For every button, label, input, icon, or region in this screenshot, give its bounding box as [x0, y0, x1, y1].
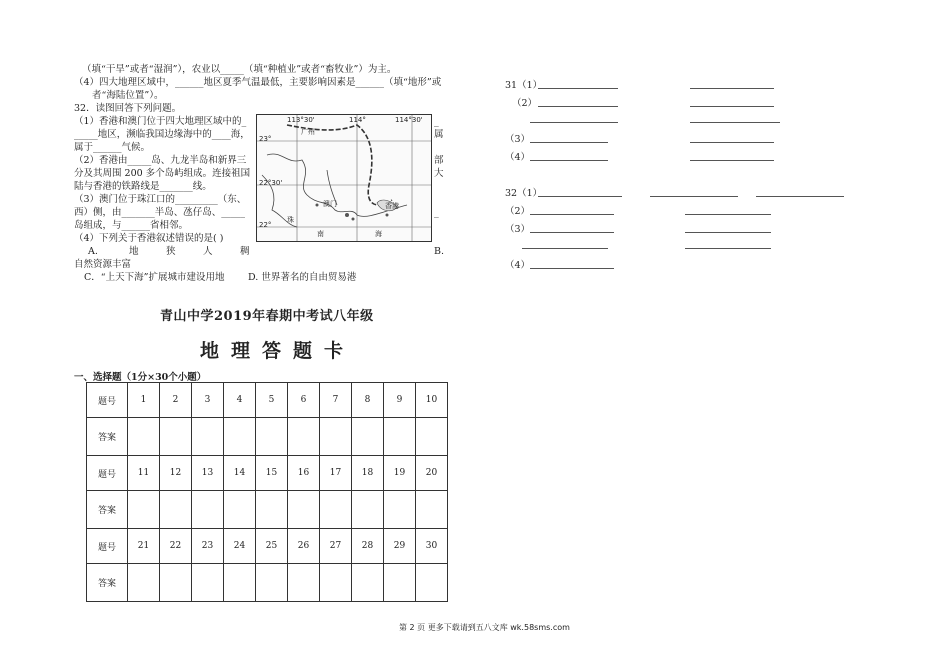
map-city-macau: 澳门: [323, 200, 337, 208]
answer-cell[interactable]: [416, 564, 448, 602]
table-row: [87, 383, 448, 418]
answer-31-4-label: （4）: [505, 152, 531, 163]
table-row: [87, 456, 448, 491]
q31-line1: （填“干旱”或者“湿润”），农业以_____（填“种植业”或者“畜牧业”）为主。: [82, 64, 397, 75]
pearl-river-delta-map: [256, 114, 432, 242]
q-num: 27: [320, 529, 352, 564]
answer-32-1-label: 32（1）: [505, 188, 543, 199]
side-char-2: 属: [434, 129, 444, 140]
q32-4-line: （4）下列关于香港叙述错误的是( ): [74, 233, 224, 244]
q-num: 24: [224, 529, 256, 564]
option-b-text: 自然资源丰富: [74, 259, 132, 270]
answer-cell[interactable]: [352, 491, 384, 529]
answer-32-1-line-a: [538, 196, 622, 197]
answer-31-4-line-a: [530, 160, 608, 161]
answer-cell[interactable]: [192, 491, 224, 529]
q-num: 28: [352, 529, 384, 564]
table-row: [87, 529, 448, 564]
answer-cell[interactable]: [320, 418, 352, 456]
answer-31-1-line-b: [690, 88, 774, 89]
map-lat-3: 22°: [259, 221, 272, 229]
option-a-char2: 狭: [166, 246, 176, 257]
q-num: 6: [288, 383, 320, 418]
page-footer: 第 2 页 更多下载请到五八文库 wk.58sms.com: [399, 623, 570, 632]
q-num: 16: [288, 456, 320, 491]
q31-4-line: （4）四大地理区域中，______地区夏季气温最低，主要影响因素是______（填“地形”或: [74, 77, 442, 88]
section-choice-title: 一、选择题（1分×30个小题）: [74, 372, 207, 383]
answer-cell[interactable]: [224, 418, 256, 456]
answer-cell[interactable]: [288, 418, 320, 456]
answer-cell[interactable]: [352, 418, 384, 456]
answer-32-3-line-d: [685, 248, 771, 249]
option-a-char1: 地: [129, 246, 139, 257]
table-row: [87, 564, 448, 602]
map-lon-3: 114°30': [395, 116, 423, 124]
q32-1-line1: （1）香港和澳门位于四大地理区域中的_: [74, 116, 247, 127]
school-title: 青山中学2019年春期中考试八年级: [160, 309, 374, 324]
q-num: 22: [160, 529, 192, 564]
answer-cell[interactable]: [160, 418, 192, 456]
option-a-char4: 稠: [240, 246, 250, 257]
q-num: 29: [384, 529, 416, 564]
answer-32-1-line-b: [650, 196, 738, 197]
map-sea-1: 南: [317, 230, 324, 238]
answer-32-1-line-c: [756, 196, 844, 197]
map-city-guangzhou: 广州: [301, 128, 315, 136]
answer-cell[interactable]: [160, 491, 192, 529]
answer-cell[interactable]: [384, 418, 416, 456]
map-label-zhu: 珠: [287, 216, 294, 224]
answer-cell[interactable]: [128, 418, 160, 456]
q-num: 3: [192, 383, 224, 418]
answer-cell[interactable]: [384, 491, 416, 529]
option-a-char3: 人: [203, 246, 213, 257]
q-num: 8: [352, 383, 384, 418]
q32-2-line1: （2）香港由_____岛、九龙半岛和新界三: [74, 155, 247, 166]
side-char-4: 大: [434, 168, 444, 179]
a-header: 答案: [87, 418, 128, 456]
q32-2-line3: 陆与香港的铁路线是_______线。: [74, 181, 212, 192]
a-header: 答案: [87, 491, 128, 529]
answer-32-3-line-c: [522, 248, 608, 249]
answer-31-2-line-d: [690, 122, 780, 123]
answer-31-3-line-a: [530, 142, 608, 143]
q-num: 19: [384, 456, 416, 491]
q-header: 题号: [87, 456, 128, 491]
card-title: 地理答题卡: [200, 340, 356, 362]
side-char-1: _: [434, 116, 439, 127]
side-char-5: _: [434, 207, 439, 218]
answer-32-2-line-a: [530, 214, 614, 215]
q-num: 12: [160, 456, 192, 491]
answer-31-4-line-b: [690, 160, 774, 161]
map-city-hongkong: 香港: [385, 202, 399, 210]
answer-32-3-line-a: [530, 232, 614, 233]
answer-cell[interactable]: [128, 491, 160, 529]
answer-cell[interactable]: [288, 491, 320, 529]
q-num: 30: [416, 529, 448, 564]
answer-31-3-line-b: [690, 142, 774, 143]
map-drawing: [257, 115, 431, 241]
map-lon-2: 114°: [349, 116, 366, 124]
q-num: 10: [416, 383, 448, 418]
q-num: 23: [192, 529, 224, 564]
option-d: D. 世界著名的自由贸易港: [248, 272, 357, 283]
answer-32-2-label: （2）: [505, 206, 531, 217]
side-char-3: 部: [434, 155, 444, 166]
answer-cell[interactable]: [192, 564, 224, 602]
q-num: 5: [256, 383, 288, 418]
answer-cell[interactable]: [416, 491, 448, 529]
answer-cell[interactable]: [224, 564, 256, 602]
map-lat-2: 22°30': [259, 179, 283, 187]
q32-1-line3: 属于______气候。: [74, 142, 151, 153]
answer-cell[interactable]: [256, 491, 288, 529]
answer-cell[interactable]: [224, 491, 256, 529]
q32-3-line1: （3）澳门位于珠江口的_________（东、: [74, 194, 247, 205]
answer-32-3-label: （3）: [505, 224, 531, 235]
answer-cell[interactable]: [256, 564, 288, 602]
q-num: 1: [128, 383, 160, 418]
answer-31-2-label: （2）: [512, 98, 538, 109]
q-num: 13: [192, 456, 224, 491]
answer-32-4-label: （4）: [505, 260, 531, 271]
answer-cell[interactable]: [192, 418, 224, 456]
q-num: 17: [320, 456, 352, 491]
q-num: 14: [224, 456, 256, 491]
answer-cell[interactable]: [288, 564, 320, 602]
q-num: 26: [288, 529, 320, 564]
q-num: 11: [128, 456, 160, 491]
answer-cell[interactable]: [128, 564, 160, 602]
answer-31-2-line-a: [538, 106, 618, 107]
q-num: 20: [416, 456, 448, 491]
answer-31-1-line-a: [538, 88, 618, 89]
answer-cell[interactable]: [320, 491, 352, 529]
answer-32-2-line-b: [685, 214, 771, 215]
q-num: 18: [352, 456, 384, 491]
answer-31-1-label: 31（1）: [505, 80, 543, 91]
answer-31-3-label: （3）: [505, 134, 531, 145]
option-a-label: A.: [88, 246, 98, 257]
q-num: 9: [384, 383, 416, 418]
q-num: 15: [256, 456, 288, 491]
table-row: [87, 491, 448, 529]
answer-32-4-line-a: [530, 268, 614, 269]
answer-cell[interactable]: [384, 564, 416, 602]
q32-1-line2: _____地区，濒临我国边缘海中的____海，: [74, 129, 250, 140]
answer-grid: [86, 382, 448, 602]
q32-3-line3: 岛组成，与______省相邻。: [74, 220, 189, 231]
answer-cell[interactable]: [160, 564, 192, 602]
q-num: 2: [160, 383, 192, 418]
option-b-label: B.: [434, 246, 445, 257]
answer-32-3-line-b: [685, 232, 771, 233]
a-header: 答案: [87, 564, 128, 602]
q-num: 7: [320, 383, 352, 418]
q31-4-line2: 者“海陆位置”）。: [92, 90, 164, 101]
map-lon-1: 113°30': [287, 116, 315, 124]
answer-cell[interactable]: [320, 564, 352, 602]
q-header: 题号: [87, 529, 128, 564]
q32-title: 32．读图回答下列问题。: [74, 103, 182, 114]
q32-3-line2: 西）侧，由_______半岛、氹仔岛、_____: [74, 207, 246, 218]
q-num: 25: [256, 529, 288, 564]
table-row: [87, 418, 448, 456]
option-c: C．“上天下海”扩展城市建设用地: [84, 272, 225, 283]
q32-2-line2: 分及其周围 200 多个岛屿组成。连接祖国: [74, 168, 251, 179]
q-num: 21: [128, 529, 160, 564]
answer-cell[interactable]: [416, 418, 448, 456]
q-num: 4: [224, 383, 256, 418]
map-lat-1: 23°: [259, 135, 272, 143]
map-sea-2: 海: [375, 230, 382, 238]
answer-cell[interactable]: [256, 418, 288, 456]
q-header: 题号: [87, 383, 128, 418]
answer-cell[interactable]: [352, 564, 384, 602]
answer-31-2-line-b: [690, 106, 774, 107]
answer-31-2-line-c: [530, 122, 618, 123]
